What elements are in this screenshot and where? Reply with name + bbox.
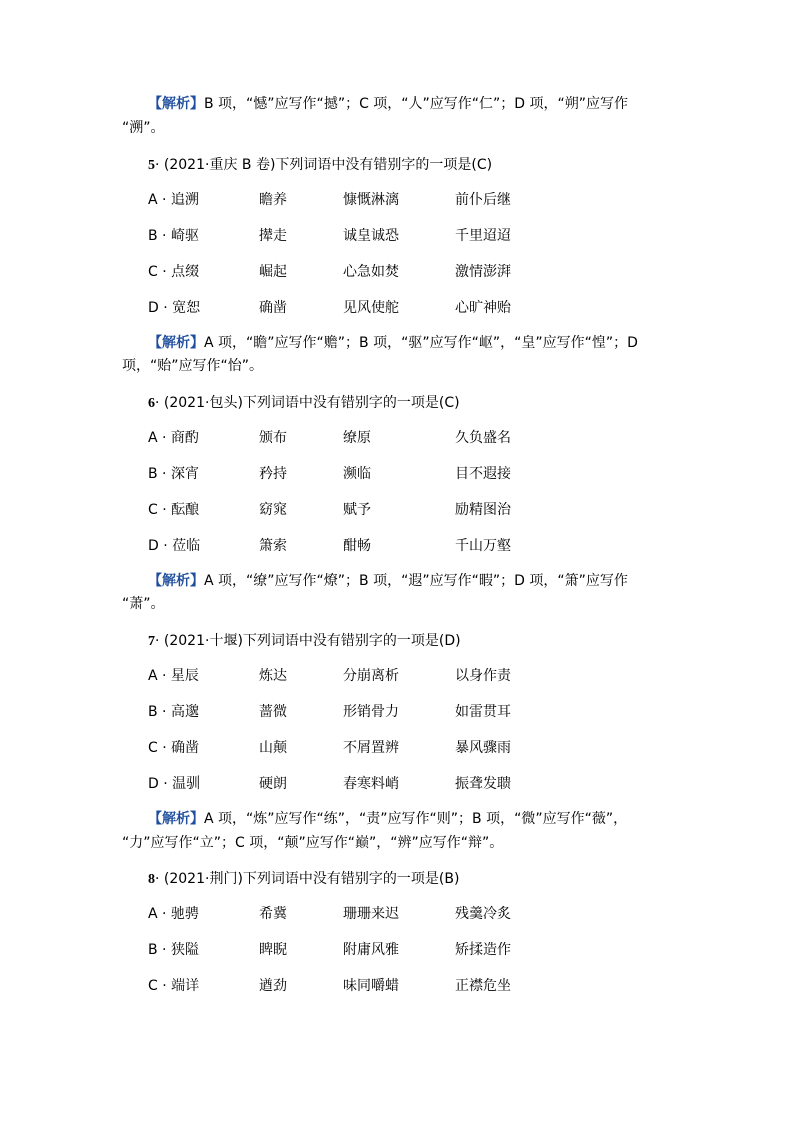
- option-word: 暴风骤雨: [455, 740, 511, 756]
- analysis-4-line-2: “力”应写作“立”；C 项，“颠”应写作“巅”，“辨”应写作“辩”。: [122, 835, 504, 851]
- option-word: 缭原: [343, 430, 371, 446]
- option-word: 炼达: [259, 668, 287, 684]
- analysis-4-line-1: [148, 809, 627, 829]
- analysis-3-line-2: “萧”。: [122, 596, 165, 612]
- option-label: A · 星辰: [148, 668, 199, 684]
- option-word: 赋予: [343, 502, 371, 518]
- analysis-1-line-2: “溯”。: [122, 120, 165, 136]
- option-word: 箫索: [259, 538, 287, 554]
- option-word: 千山万壑: [455, 538, 511, 554]
- option-label: A · 追溯: [148, 192, 199, 208]
- option-word: 酣畅: [343, 538, 371, 554]
- analysis-2-line-1: [148, 333, 638, 353]
- option-word: 希冀: [259, 906, 287, 922]
- option-word: 珊珊来迟: [343, 906, 399, 922]
- option-word: 久负盛名: [455, 430, 511, 446]
- analysis-text: A 项，“缭”应写作“燎”；B 项，“遐”应写作“暇”；D 项，“箫”应写作: [204, 573, 628, 589]
- question-6-stem: [148, 393, 460, 414]
- option-word: 励精图治: [455, 502, 511, 518]
- option-label: C · 酝酿: [148, 502, 200, 518]
- question-number: 6: [148, 396, 155, 411]
- option-word: 崛起: [259, 264, 287, 280]
- option-label: D · 温驯: [148, 776, 201, 792]
- option-word: 目不遐接: [455, 466, 511, 482]
- analysis-3-line-1: [148, 571, 628, 591]
- option-label: B · 高邈: [148, 704, 199, 720]
- option-word: 山颠: [259, 740, 287, 756]
- option-word: 春寒料峭: [343, 776, 399, 792]
- analysis-tag: 【解析】: [148, 335, 204, 351]
- question-number: 8: [148, 872, 155, 887]
- question-number: 5: [148, 158, 155, 173]
- analysis-2-line-2: 项，“贻”应写作“怡”。: [122, 358, 264, 374]
- option-word: 蔷微: [259, 704, 287, 720]
- option-label: B · 狭隘: [148, 942, 199, 958]
- question-8-stem: [148, 869, 459, 890]
- option-label: A · 商酌: [148, 430, 199, 446]
- analysis-text: A 项，“瞻”应写作“赡”；B 项，“驱”应写作“岖”，“皇”应写作“惶”；D: [204, 335, 638, 351]
- option-word: 千里迢迢: [455, 228, 511, 244]
- question-stem: · (2021·十堰)下列词语中没有错别字的一项是(D): [155, 633, 461, 649]
- question-7-stem: [148, 631, 461, 652]
- option-word: 见风使舵: [343, 300, 399, 316]
- option-word: 矜持: [259, 466, 287, 482]
- option-word: 正襟危坐: [455, 978, 511, 994]
- analysis-tag: 【解析】: [148, 811, 204, 827]
- option-word: 如雷贯耳: [455, 704, 511, 720]
- option-label: A · 驰骋: [148, 906, 199, 922]
- option-word: 形销骨力: [343, 704, 399, 720]
- analysis-tag: 【解析】: [148, 573, 204, 589]
- option-word: 矫揉造作: [455, 942, 511, 958]
- question-5-stem: [148, 155, 492, 176]
- analysis-1-line-1: [148, 94, 628, 114]
- option-word: 濒临: [343, 466, 371, 482]
- option-word: 振聋发聩: [455, 776, 511, 792]
- option-label: D · 宽恕: [148, 300, 201, 316]
- analysis-text: B 项，“憾”应写作“撼”；C 项，“人”应写作“仁”；D 项，“朔”应写作: [204, 96, 629, 112]
- option-word: 分崩离析: [343, 668, 399, 684]
- option-word: 诚皇诚恐: [343, 228, 399, 244]
- option-word: 激情澎湃: [455, 264, 511, 280]
- option-label: B · 深宵: [148, 466, 199, 482]
- question-stem: · (2021·荆门)下列词语中没有错别字的一项是(B): [155, 871, 460, 887]
- option-word: 以身作责: [455, 668, 511, 684]
- analysis-text: A 项，“炼”应写作“练”，“责”应写作“则”；B 项，“微”应写作“薇”，: [204, 811, 628, 827]
- option-word: 硬朗: [259, 776, 287, 792]
- option-word: 味同嚼蜡: [343, 978, 399, 994]
- option-label: B · 崎驱: [148, 228, 199, 244]
- option-word: 附庸风雅: [343, 942, 399, 958]
- option-word: 遒劲: [259, 978, 287, 994]
- option-label: C · 确凿: [148, 740, 200, 756]
- option-word: 慷慨淋漓: [343, 192, 399, 208]
- question-number: 7: [148, 634, 155, 649]
- option-word: 残羹冷炙: [455, 906, 511, 922]
- option-word: 前仆后继: [455, 192, 511, 208]
- option-word: 不屑置辨: [343, 740, 399, 756]
- question-stem: · (2021·包头)下列词语中没有错别字的一项是(C): [155, 395, 460, 411]
- option-word: 睥睨: [259, 942, 287, 958]
- option-word: 心旷神贻: [455, 300, 511, 316]
- option-label: C · 点缀: [148, 264, 200, 280]
- option-word: 撵走: [259, 228, 287, 244]
- option-label: D · 莅临: [148, 538, 201, 554]
- question-stem: · (2021·重庆 B 卷)下列词语中没有错别字的一项是(C): [155, 157, 493, 173]
- option-word: 确凿: [259, 300, 287, 316]
- option-word: 颁布: [259, 430, 287, 446]
- option-word: 窈窕: [259, 502, 287, 518]
- analysis-tag: 【解析】: [148, 96, 204, 112]
- option-label: C · 端详: [148, 978, 200, 994]
- option-word: 心急如焚: [343, 264, 399, 280]
- option-word: 瞻养: [259, 192, 287, 208]
